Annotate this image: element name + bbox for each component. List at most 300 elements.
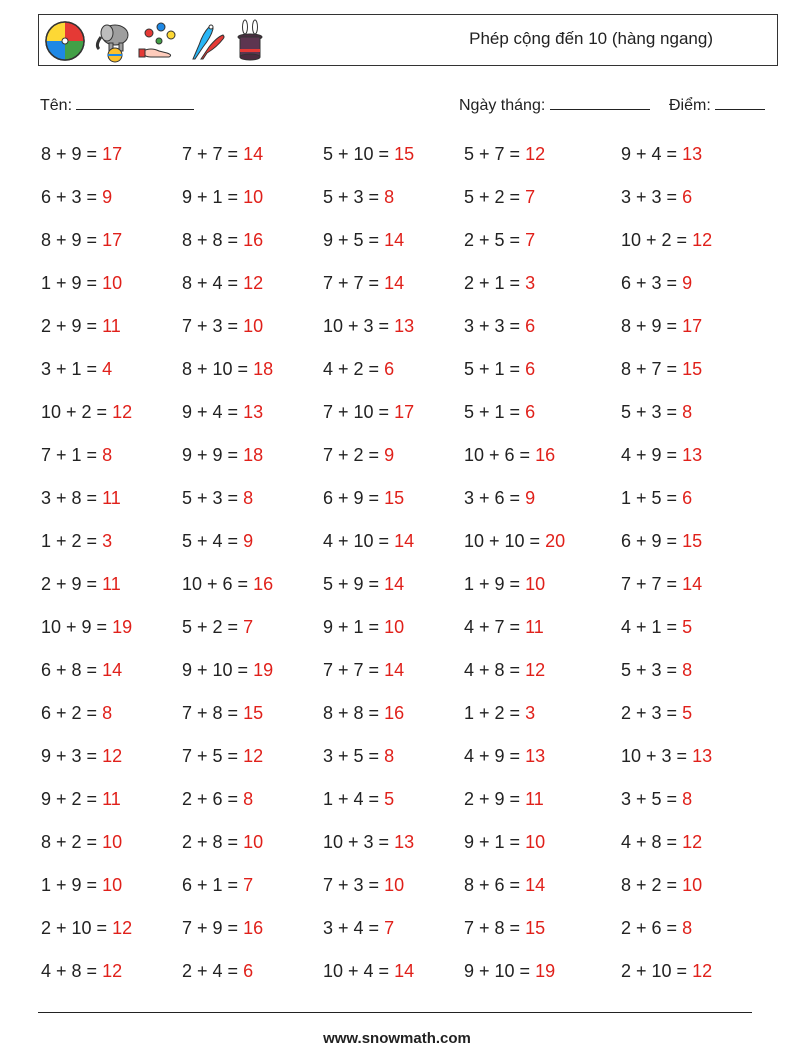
problem-question: 5 + 3 =: [621, 402, 683, 422]
problem-question: 4 + 7 =: [464, 617, 526, 637]
problem-answer: 12: [243, 273, 264, 293]
problem-question: 6 + 8 =: [41, 660, 103, 680]
problem-answer: 7: [243, 617, 254, 637]
problem-answer: 12: [102, 746, 123, 766]
problem-item: [323, 864, 464, 907]
problem-question: 7 + 5 =: [182, 746, 244, 766]
problem-item: [41, 262, 182, 305]
problem-item: [621, 305, 751, 348]
problem-item: [323, 520, 464, 563]
score-blank-line[interactable]: [715, 93, 765, 110]
problem-answer: 10: [102, 875, 123, 895]
problem-question: 10 + 6 =: [182, 574, 254, 594]
problem-item: [41, 391, 182, 434]
problem-question: 5 + 9 =: [323, 574, 385, 594]
problem-answer: 5: [682, 617, 693, 637]
score-label: Điểm:: [669, 97, 711, 114]
problem-item: [323, 606, 464, 649]
problem-question: 4 + 8 =: [464, 660, 526, 680]
worksheet-header: [38, 14, 778, 66]
problem-question: 10 + 2 =: [621, 230, 693, 250]
problem-answer: 13: [394, 316, 415, 336]
problem-item: [182, 563, 323, 606]
problem-item: [41, 563, 182, 606]
problem-question: 5 + 2 =: [464, 187, 526, 207]
problem-item: [621, 778, 751, 821]
problem-item: [464, 305, 621, 348]
problem-answer: 8: [682, 918, 693, 938]
problem-question: 8 + 9 =: [41, 144, 103, 164]
magic-hat-icon: [229, 19, 273, 63]
problem-question: 4 + 9 =: [464, 746, 526, 766]
problem-answer: 8: [384, 746, 395, 766]
problem-item: [464, 219, 621, 262]
problem-item: [182, 735, 323, 778]
problem-question: 1 + 9 =: [41, 273, 103, 293]
problem-item: [464, 262, 621, 305]
problem-question: 8 + 4 =: [182, 273, 244, 293]
problem-item: [182, 864, 323, 907]
problem-answer: 12: [112, 918, 133, 938]
problem-question: 7 + 8 =: [182, 703, 244, 723]
problem-answer: 8: [682, 660, 693, 680]
problem-item: [182, 391, 323, 434]
problem-answer: 6: [384, 359, 395, 379]
problem-item: [41, 434, 182, 477]
problem-item: [182, 434, 323, 477]
problem-item: [621, 348, 751, 391]
problem-answer: 15: [682, 531, 703, 551]
problem-answer: 10: [682, 875, 703, 895]
problem-question: 5 + 2 =: [182, 617, 244, 637]
problem-item: [182, 176, 323, 219]
name-blank-line[interactable]: [76, 93, 194, 110]
problem-question: 2 + 9 =: [464, 789, 526, 809]
problem-question: 8 + 9 =: [621, 316, 683, 336]
problem-question: 1 + 4 =: [323, 789, 385, 809]
problem-item: [182, 606, 323, 649]
problem-answer: 14: [384, 273, 405, 293]
problem-answer: 12: [692, 961, 713, 981]
problem-question: 8 + 6 =: [464, 875, 526, 895]
problem-answer: 16: [243, 230, 264, 250]
problem-question: 7 + 9 =: [182, 918, 244, 938]
problem-answer: 19: [253, 660, 274, 680]
problem-answer: 16: [253, 574, 274, 594]
problem-item: [621, 219, 751, 262]
problem-question: 7 + 10 =: [323, 402, 395, 422]
footer-divider: [38, 1012, 752, 1013]
date-field: [459, 93, 650, 115]
problem-question: 6 + 3 =: [41, 187, 103, 207]
date-label: Ngày tháng:: [459, 97, 546, 114]
problem-answer: 15: [682, 359, 703, 379]
problem-question: 9 + 1 =: [182, 187, 244, 207]
problem-item: [323, 391, 464, 434]
problem-question: 7 + 7 =: [621, 574, 683, 594]
problem-question: 2 + 4 =: [182, 961, 244, 981]
problem-item: [323, 907, 464, 950]
problem-item: [323, 950, 464, 993]
problem-item: [621, 391, 751, 434]
problem-question: 4 + 10 =: [323, 531, 395, 551]
beach-ball-icon: [43, 19, 87, 63]
problem-question: 4 + 2 =: [323, 359, 385, 379]
problem-answer: 18: [243, 445, 264, 465]
problem-question: 10 + 3 =: [323, 316, 395, 336]
problem-answer: 6: [525, 316, 536, 336]
problem-answer: 14: [102, 660, 123, 680]
problem-answer: 11: [525, 789, 544, 809]
problem-question: 2 + 1 =: [464, 273, 526, 293]
problem-answer: 8: [102, 445, 113, 465]
problem-item: [621, 907, 751, 950]
problem-item: [323, 477, 464, 520]
problem-answer: 18: [253, 359, 274, 379]
problem-item: [621, 649, 751, 692]
problem-answer: 7: [384, 918, 395, 938]
score-field: [669, 93, 765, 115]
problem-item: [323, 219, 464, 262]
problem-item: [621, 262, 751, 305]
problem-question: 5 + 1 =: [464, 359, 526, 379]
problem-answer: 17: [102, 230, 123, 250]
problem-answer: 8: [243, 488, 254, 508]
problem-answer: 14: [384, 574, 405, 594]
problem-item: [41, 176, 182, 219]
date-blank-line[interactable]: [550, 93, 650, 110]
problem-item: [464, 778, 621, 821]
problem-item: [621, 606, 751, 649]
problem-question: 9 + 1 =: [464, 832, 526, 852]
problem-item: [464, 520, 621, 563]
problem-answer: 14: [243, 144, 264, 164]
problem-answer: 12: [112, 402, 133, 422]
problem-answer: 10: [525, 832, 546, 852]
problem-question: 3 + 3 =: [621, 187, 683, 207]
problem-question: 7 + 8 =: [464, 918, 526, 938]
problem-answer: 12: [525, 660, 546, 680]
problem-item: [41, 133, 182, 176]
problem-item: [621, 176, 751, 219]
problem-item: [41, 477, 182, 520]
problem-item: [41, 692, 182, 735]
problem-item: [41, 348, 182, 391]
problem-question: 9 + 1 =: [323, 617, 385, 637]
problem-question: 6 + 3 =: [621, 273, 683, 293]
problem-item: [182, 649, 323, 692]
problem-question: 5 + 10 =: [323, 144, 395, 164]
problem-answer: 16: [243, 918, 264, 938]
problem-answer: 20: [545, 531, 566, 551]
problem-question: 9 + 3 =: [41, 746, 103, 766]
problem-question: 5 + 7 =: [464, 144, 526, 164]
problem-answer: 10: [243, 316, 264, 336]
problem-question: 8 + 2 =: [41, 832, 103, 852]
problem-answer: 8: [102, 703, 113, 723]
problem-answer: 9: [525, 488, 536, 508]
problem-item: [41, 649, 182, 692]
problem-question: 5 + 3 =: [182, 488, 244, 508]
problem-question: 8 + 8 =: [323, 703, 385, 723]
problem-question: 3 + 6 =: [464, 488, 526, 508]
problem-answer: 13: [692, 746, 713, 766]
problem-question: 9 + 5 =: [323, 230, 385, 250]
problem-question: 2 + 3 =: [621, 703, 683, 723]
problem-item: [41, 778, 182, 821]
problem-question: 3 + 5 =: [323, 746, 385, 766]
problem-item: [323, 305, 464, 348]
problem-item: [323, 778, 464, 821]
problem-question: 5 + 1 =: [464, 402, 526, 422]
problem-item: [323, 692, 464, 735]
problem-item: [182, 821, 323, 864]
problem-answer: 10: [243, 832, 264, 852]
problem-item: [464, 907, 621, 950]
problem-item: [621, 520, 751, 563]
problem-question: 1 + 9 =: [464, 574, 526, 594]
problem-grid: [41, 133, 751, 993]
problem-answer: 8: [384, 187, 395, 207]
problem-answer: 14: [384, 230, 405, 250]
problem-question: 8 + 9 =: [41, 230, 103, 250]
problem-answer: 10: [384, 617, 405, 637]
problem-answer: 10: [525, 574, 546, 594]
problem-answer: 9: [682, 273, 693, 293]
problem-answer: 13: [682, 144, 703, 164]
problem-item: [464, 649, 621, 692]
problem-item: [41, 821, 182, 864]
problem-answer: 13: [525, 746, 546, 766]
problem-question: 3 + 3 =: [464, 316, 526, 336]
problem-question: 8 + 10 =: [182, 359, 254, 379]
problem-item: [464, 606, 621, 649]
problem-question: 10 + 10 =: [464, 531, 546, 551]
problem-question: 9 + 10 =: [182, 660, 254, 680]
problem-item: [182, 477, 323, 520]
problem-answer: 3: [102, 531, 113, 551]
problem-answer: 10: [102, 832, 123, 852]
problem-item: [464, 692, 621, 735]
problem-item: [41, 520, 182, 563]
problem-question: 4 + 8 =: [41, 961, 103, 981]
problem-answer: 6: [525, 359, 536, 379]
problem-question: 2 + 8 =: [182, 832, 244, 852]
problem-item: [182, 907, 323, 950]
problem-answer: 6: [682, 488, 693, 508]
problem-item: [182, 520, 323, 563]
problem-answer: 9: [384, 445, 395, 465]
problem-question: 4 + 1 =: [621, 617, 683, 637]
problem-answer: 11: [525, 617, 544, 637]
problem-item: [41, 219, 182, 262]
problem-question: 3 + 5 =: [621, 789, 683, 809]
problem-answer: 6: [525, 402, 536, 422]
problem-question: 10 + 6 =: [464, 445, 536, 465]
problem-question: 9 + 4 =: [182, 402, 244, 422]
problem-answer: 5: [682, 703, 693, 723]
problem-answer: 14: [394, 961, 415, 981]
problem-item: [464, 563, 621, 606]
problem-answer: 5: [384, 789, 395, 809]
problem-answer: 17: [394, 402, 415, 422]
problem-item: [182, 219, 323, 262]
problem-item: [323, 262, 464, 305]
problem-question: 10 + 3 =: [323, 832, 395, 852]
problem-question: 5 + 3 =: [323, 187, 385, 207]
problem-item: [621, 950, 751, 993]
problem-question: 1 + 2 =: [41, 531, 103, 551]
problem-item: [182, 262, 323, 305]
problem-question: 1 + 9 =: [41, 875, 103, 895]
problem-item: [621, 477, 751, 520]
problem-question: 2 + 10 =: [41, 918, 113, 938]
problem-answer: 9: [102, 187, 113, 207]
problem-answer: 19: [535, 961, 556, 981]
problem-answer: 16: [384, 703, 405, 723]
problem-question: 7 + 2 =: [323, 445, 385, 465]
problem-answer: 14: [394, 531, 415, 551]
problem-item: [464, 133, 621, 176]
problem-question: 9 + 9 =: [182, 445, 244, 465]
problem-answer: 6: [243, 961, 254, 981]
name-field: [40, 93, 194, 115]
problem-question: 10 + 2 =: [41, 402, 113, 422]
problem-question: 3 + 1 =: [41, 359, 103, 379]
problem-question: 1 + 5 =: [621, 488, 683, 508]
problem-question: 7 + 3 =: [182, 316, 244, 336]
problem-question: 4 + 9 =: [621, 445, 683, 465]
problem-question: 6 + 2 =: [41, 703, 103, 723]
problem-answer: 15: [384, 488, 405, 508]
problem-item: [41, 305, 182, 348]
problem-item: [182, 950, 323, 993]
problem-item: [182, 305, 323, 348]
problem-item: [323, 821, 464, 864]
problem-answer: 11: [102, 316, 121, 336]
problem-question: 10 + 4 =: [323, 961, 395, 981]
problem-question: 8 + 2 =: [621, 875, 683, 895]
problem-question: 2 + 6 =: [182, 789, 244, 809]
problem-answer: 11: [102, 574, 121, 594]
problem-question: 7 + 7 =: [323, 273, 385, 293]
problem-answer: 13: [394, 832, 415, 852]
problem-question: 9 + 4 =: [621, 144, 683, 164]
problem-answer: 14: [525, 875, 546, 895]
problem-answer: 12: [525, 144, 546, 164]
problem-item: [41, 864, 182, 907]
problem-answer: 14: [682, 574, 703, 594]
problem-question: 10 + 3 =: [621, 746, 693, 766]
problem-answer: 14: [384, 660, 405, 680]
problem-item: [464, 391, 621, 434]
problem-question: 1 + 2 =: [464, 703, 526, 723]
problem-question: 8 + 8 =: [182, 230, 244, 250]
problem-question: 7 + 1 =: [41, 445, 103, 465]
problem-question: 7 + 7 =: [182, 144, 244, 164]
problem-question: 7 + 7 =: [323, 660, 385, 680]
problem-item: [464, 434, 621, 477]
problem-answer: 13: [243, 402, 264, 422]
problem-answer: 8: [682, 789, 693, 809]
problem-item: [41, 606, 182, 649]
problem-question: 9 + 2 =: [41, 789, 103, 809]
problem-answer: 19: [112, 617, 133, 637]
problem-answer: 11: [102, 488, 121, 508]
problem-answer: 4: [102, 359, 113, 379]
problem-item: [621, 821, 751, 864]
problem-item: [464, 348, 621, 391]
problem-item: [621, 133, 751, 176]
juggling-clubs-icon: [183, 19, 227, 63]
problem-answer: 17: [682, 316, 703, 336]
problem-question: 2 + 6 =: [621, 918, 683, 938]
juggling-balls-icon: [137, 19, 181, 63]
problem-item: [464, 735, 621, 778]
problem-item: [464, 477, 621, 520]
problem-answer: 8: [243, 789, 254, 809]
problem-question: 5 + 3 =: [621, 660, 683, 680]
problem-item: [621, 692, 751, 735]
problem-item: [182, 133, 323, 176]
problem-question: 2 + 10 =: [621, 961, 693, 981]
problem-answer: 15: [525, 918, 546, 938]
name-label: Tên:: [40, 97, 73, 114]
problem-answer: 12: [692, 230, 713, 250]
problem-answer: 3: [525, 703, 536, 723]
problem-answer: 8: [682, 402, 693, 422]
problem-answer: 3: [525, 273, 536, 293]
problem-answer: 9: [243, 531, 254, 551]
problem-answer: 6: [682, 187, 693, 207]
problem-item: [621, 563, 751, 606]
problem-item: [464, 950, 621, 993]
problem-answer: 15: [243, 703, 264, 723]
problem-question: 9 + 10 =: [464, 961, 536, 981]
problem-answer: 12: [243, 746, 264, 766]
problem-item: [621, 864, 751, 907]
problem-item: [621, 434, 751, 477]
problem-item: [182, 692, 323, 735]
problem-question: 2 + 9 =: [41, 574, 103, 594]
problem-item: [464, 821, 621, 864]
problem-item: [323, 563, 464, 606]
problem-answer: 7: [243, 875, 254, 895]
problem-answer: 12: [102, 961, 123, 981]
elephant-icon: [91, 19, 135, 63]
problem-item: [323, 735, 464, 778]
problem-question: 2 + 5 =: [464, 230, 526, 250]
problem-question: 6 + 9 =: [621, 531, 683, 551]
problem-answer: 7: [525, 187, 536, 207]
problem-item: [323, 649, 464, 692]
problem-item: [621, 735, 751, 778]
problem-question: 6 + 1 =: [182, 875, 244, 895]
problem-question: 3 + 4 =: [323, 918, 385, 938]
problem-question: 8 + 7 =: [621, 359, 683, 379]
problem-answer: 12: [682, 832, 703, 852]
problem-question: 2 + 9 =: [41, 316, 103, 336]
problem-answer: 15: [394, 144, 415, 164]
problem-item: [182, 348, 323, 391]
problem-answer: 10: [243, 187, 264, 207]
problem-question: 4 + 8 =: [621, 832, 683, 852]
problem-item: [464, 864, 621, 907]
problem-item: [323, 176, 464, 219]
problem-answer: 10: [384, 875, 405, 895]
problem-answer: 11: [102, 789, 121, 809]
problem-answer: 16: [535, 445, 556, 465]
